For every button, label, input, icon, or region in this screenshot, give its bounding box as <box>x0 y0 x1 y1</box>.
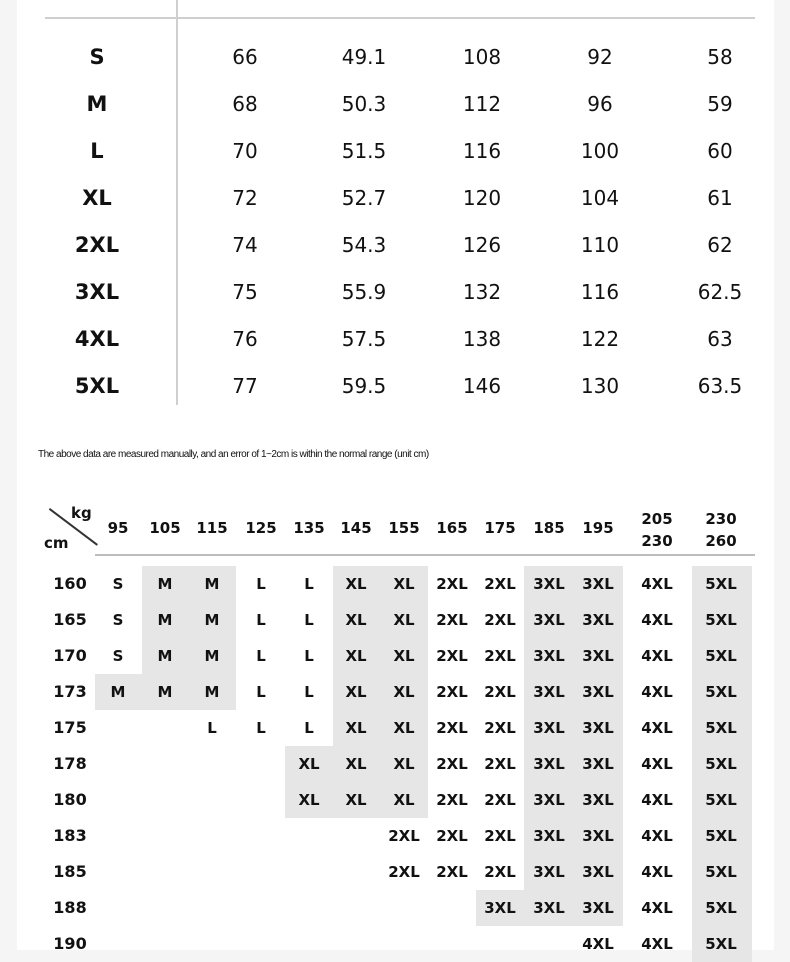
weight-header <box>237 508 285 554</box>
measurement-value: 58 <box>707 45 733 69</box>
recommended-size: 3XL <box>533 899 565 917</box>
weight-header <box>691 508 751 554</box>
recommended-size: 3XL <box>533 719 565 737</box>
measurement-value: 59 <box>707 92 733 116</box>
recommended-size: 4XL <box>641 863 673 881</box>
size-label: S <box>89 45 105 69</box>
measurement-value: 66 <box>232 45 258 69</box>
recommended-size: L <box>256 575 266 593</box>
weight-header <box>525 508 573 554</box>
recommended-size: XL <box>345 575 367 593</box>
weight-header <box>428 508 476 554</box>
weight-header <box>95 508 141 554</box>
recommended-size: 4XL <box>641 791 673 809</box>
recommended-size: 2XL <box>484 827 516 845</box>
recommended-size: 5XL <box>705 863 737 881</box>
recommended-size: L <box>256 683 266 701</box>
weight-range-end: 260 <box>705 532 737 550</box>
measurement-value: 54.3 <box>341 233 387 257</box>
recommended-size: L <box>304 575 314 593</box>
height-label: 165 <box>53 610 87 629</box>
recommended-size: L <box>256 647 266 665</box>
measurement-row <box>0 128 790 175</box>
measurement-row <box>0 222 790 269</box>
recommended-size: 3XL <box>533 683 565 701</box>
recommended-size: 4XL <box>641 647 673 665</box>
height-label: 160 <box>53 574 87 593</box>
size-label: XL <box>82 186 112 210</box>
recommended-size: 4XL <box>641 827 673 845</box>
recommended-size: 2XL <box>484 575 516 593</box>
recommended-size: 3XL <box>533 863 565 881</box>
recommended-size: 3XL <box>533 611 565 629</box>
weight-header <box>380 508 428 554</box>
recommended-size: 3XL <box>582 863 614 881</box>
fit-header-divider <box>95 554 755 556</box>
recommended-size: XL <box>345 755 367 773</box>
weight-header <box>574 508 622 554</box>
measurement-value: 52.7 <box>341 186 387 210</box>
recommended-size: 3XL <box>582 899 614 917</box>
recommended-size: 3XL <box>582 791 614 809</box>
header-divider <box>45 17 755 19</box>
weight-value: 195 <box>582 519 614 537</box>
measurement-value: 57.5 <box>341 327 387 351</box>
recommended-size: 2XL <box>388 827 420 845</box>
weight-value: 135 <box>293 519 325 537</box>
recommended-size: 2XL <box>484 611 516 629</box>
recommended-size: 5XL <box>705 899 737 917</box>
weight-header <box>623 508 691 554</box>
weight-value: 185 <box>533 519 565 537</box>
recommended-size: 2XL <box>484 755 516 773</box>
weight-value: 105 <box>149 519 181 537</box>
weight-range-end: 230 <box>641 532 673 550</box>
size-label: L <box>90 139 104 163</box>
recommended-size: M <box>157 575 173 593</box>
recommended-size: 3XL <box>484 899 516 917</box>
measurement-value: 77 <box>232 374 258 398</box>
measurement-value: 132 <box>462 280 502 304</box>
height-label: 175 <box>53 718 87 737</box>
recommended-size: 5XL <box>705 791 737 809</box>
measurement-row <box>0 316 790 363</box>
recommended-size: 5XL <box>705 611 737 629</box>
recommended-size: L <box>304 611 314 629</box>
recommended-size: XL <box>298 755 320 773</box>
recommended-size: 3XL <box>533 827 565 845</box>
recommended-size: XL <box>393 611 415 629</box>
recommended-size: 5XL <box>705 575 737 593</box>
measurement-value: 51.5 <box>341 139 387 163</box>
recommended-size: 3XL <box>533 791 565 809</box>
measurement-value: 74 <box>232 233 258 257</box>
recommended-size: M <box>157 647 173 665</box>
measurement-value: 100 <box>580 139 620 163</box>
height-axis-label: cm <box>44 534 69 552</box>
recommended-size: L <box>304 647 314 665</box>
recommended-size: XL <box>393 755 415 773</box>
weight-header <box>141 508 189 554</box>
recommended-size: 2XL <box>436 611 468 629</box>
weight-header <box>188 508 236 554</box>
measurement-value: 61 <box>707 186 733 210</box>
recommended-size: 5XL <box>705 935 737 953</box>
measurement-value: 72 <box>232 186 258 210</box>
measurement-value: 122 <box>580 327 620 351</box>
recommended-size: 4XL <box>582 935 614 953</box>
recommended-size: S <box>112 647 124 665</box>
recommended-size: 4XL <box>641 755 673 773</box>
recommended-size: 5XL <box>705 719 737 737</box>
measurement-value: 70 <box>232 139 258 163</box>
recommended-size: 2XL <box>436 791 468 809</box>
weight-axis-label: kg <box>71 504 92 522</box>
recommended-size: 4XL <box>641 611 673 629</box>
size-label: 4XL <box>74 327 120 351</box>
measurement-value: 50.3 <box>341 92 387 116</box>
recommended-size: 2XL <box>436 719 468 737</box>
recommended-size: L <box>256 611 266 629</box>
recommended-size: 4XL <box>641 935 673 953</box>
measurement-value: 62.5 <box>697 280 743 304</box>
measurement-value: 120 <box>462 186 502 210</box>
weight-value: 155 <box>388 519 420 537</box>
recommended-size: 2XL <box>436 683 468 701</box>
height-label: 180 <box>53 790 87 809</box>
recommended-size: 2XL <box>436 827 468 845</box>
recommended-size: M <box>204 611 220 629</box>
weight-value: 145 <box>340 519 372 537</box>
recommended-size: 3XL <box>533 647 565 665</box>
weight-value: 95 <box>107 519 129 537</box>
recommended-size: 3XL <box>582 755 614 773</box>
recommended-size: 2XL <box>436 755 468 773</box>
recommended-size: S <box>112 611 124 629</box>
recommended-size: 5XL <box>705 647 737 665</box>
recommended-size: XL <box>393 683 415 701</box>
measurement-value: 75 <box>232 280 258 304</box>
recommended-size: L <box>207 719 217 737</box>
measurement-row <box>0 363 790 410</box>
recommended-size: 2XL <box>388 863 420 881</box>
recommended-size: 3XL <box>582 575 614 593</box>
size-label: 5XL <box>74 374 120 398</box>
recommended-size: XL <box>298 791 320 809</box>
recommended-size: 4XL <box>641 683 673 701</box>
measurement-row <box>0 34 790 81</box>
recommended-size: 2XL <box>436 863 468 881</box>
recommended-size: M <box>204 647 220 665</box>
measurement-value: 63.5 <box>697 374 743 398</box>
size-label: 3XL <box>74 280 120 304</box>
recommended-size: M <box>204 575 220 593</box>
recommended-size: XL <box>345 647 367 665</box>
weight-value: 175 <box>484 519 516 537</box>
recommended-size: 2XL <box>484 647 516 665</box>
recommended-size: 3XL <box>582 611 614 629</box>
height-label: 178 <box>53 754 87 773</box>
recommended-size: 4XL <box>641 719 673 737</box>
measurement-value: 62 <box>707 233 733 257</box>
measurement-value: 60 <box>707 139 733 163</box>
measurement-value: 146 <box>462 374 502 398</box>
recommended-size: L <box>304 719 314 737</box>
measurement-value: 76 <box>232 327 258 351</box>
recommended-size: XL <box>393 575 415 593</box>
measurement-value: 49.1 <box>341 45 387 69</box>
weight-value: 125 <box>245 519 277 537</box>
measurement-value: 110 <box>580 233 620 257</box>
height-label: 173 <box>53 682 87 701</box>
recommended-size: XL <box>393 719 415 737</box>
recommended-size: XL <box>345 719 367 737</box>
measurement-value: 116 <box>462 139 502 163</box>
measurement-note: The above data are measured manually, and an error of 1~2cm is within the normal range (unit cm) <box>38 449 429 460</box>
measurement-value: 104 <box>580 186 620 210</box>
recommended-size: L <box>256 719 266 737</box>
recommended-size: 3XL <box>582 683 614 701</box>
height-label: 188 <box>53 898 87 917</box>
recommended-size: 3XL <box>533 755 565 773</box>
recommended-size: 3XL <box>582 719 614 737</box>
measurement-value: 96 <box>587 92 613 116</box>
recommended-size: 4XL <box>641 899 673 917</box>
size-column-divider <box>176 0 178 405</box>
size-label: M <box>86 92 108 116</box>
measurement-value: 116 <box>580 280 620 304</box>
height-label: 170 <box>53 646 87 665</box>
weight-header <box>332 508 380 554</box>
recommended-size: M <box>157 611 173 629</box>
measurement-value: 138 <box>462 327 502 351</box>
recommended-size: 2XL <box>484 719 516 737</box>
height-label: 190 <box>53 934 87 953</box>
recommended-size: 2XL <box>436 575 468 593</box>
measurement-value: 126 <box>462 233 502 257</box>
recommended-size: 2XL <box>484 791 516 809</box>
recommended-size: 3XL <box>533 575 565 593</box>
measurement-value: 92 <box>587 45 613 69</box>
recommended-size: XL <box>393 647 415 665</box>
recommended-size: 2XL <box>436 647 468 665</box>
recommended-size: 3XL <box>582 647 614 665</box>
recommended-size: 4XL <box>641 575 673 593</box>
weight-value: 230 <box>705 510 737 528</box>
weight-value: 205 <box>641 510 673 528</box>
recommended-size: XL <box>345 683 367 701</box>
recommended-size: 5XL <box>705 755 737 773</box>
measurement-value: 130 <box>580 374 620 398</box>
weight-header <box>285 508 333 554</box>
recommended-size: M <box>110 683 126 701</box>
size-label: 2XL <box>74 233 120 257</box>
measurement-value: 63 <box>707 327 733 351</box>
recommended-size: M <box>157 683 173 701</box>
recommended-size: 2XL <box>484 683 516 701</box>
recommended-size: L <box>304 683 314 701</box>
height-label: 183 <box>53 826 87 845</box>
recommended-size: S <box>112 575 124 593</box>
weight-value: 165 <box>436 519 468 537</box>
height-label: 185 <box>53 862 87 881</box>
recommended-size: XL <box>393 791 415 809</box>
recommended-size: M <box>204 683 220 701</box>
measurement-value: 68 <box>232 92 258 116</box>
recommended-size: XL <box>345 611 367 629</box>
weight-header <box>476 508 524 554</box>
recommended-size: XL <box>345 791 367 809</box>
measurement-value: 59.5 <box>341 374 387 398</box>
measurement-value: 108 <box>462 45 502 69</box>
measurement-value: 55.9 <box>341 280 387 304</box>
recommended-size: 2XL <box>484 863 516 881</box>
weight-value: 115 <box>196 519 228 537</box>
measurement-value: 112 <box>462 92 502 116</box>
recommended-size: 5XL <box>705 683 737 701</box>
measurement-row <box>0 81 790 128</box>
measurement-row <box>0 269 790 316</box>
measurement-row <box>0 175 790 222</box>
recommended-size: 5XL <box>705 827 737 845</box>
recommended-size: 3XL <box>582 827 614 845</box>
